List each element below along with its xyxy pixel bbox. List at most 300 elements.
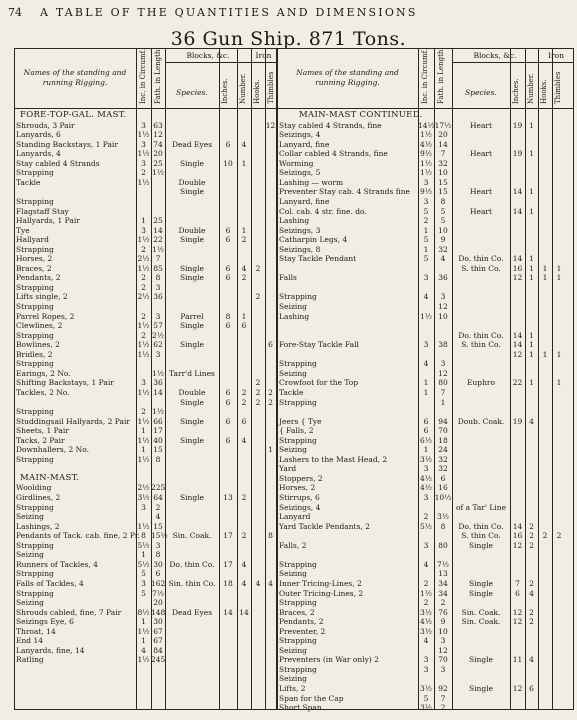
number-cell: 1 — [529, 120, 534, 130]
right-fath-header: Fath. in Length. — [437, 47, 445, 104]
circumference-cell: 1½ — [419, 130, 433, 140]
rigging-name: Seizing — [279, 445, 307, 455]
length-cell: 76 — [438, 607, 448, 617]
thimbles-cell: 2 — [268, 387, 273, 397]
length-cell: 80 — [438, 378, 448, 388]
length-cell: 3 — [440, 359, 446, 369]
circumference-cell: 2 — [141, 273, 146, 283]
thimbles-cell: 1 — [556, 273, 562, 283]
right-table-row — [0, 369, 577, 378]
species-cell: Sin. Coak. — [172, 531, 212, 541]
length-cell: 2 — [155, 502, 161, 512]
inches-cell: 18 — [223, 578, 233, 588]
right-table-row — [0, 694, 577, 703]
length-cell: 3 — [155, 540, 161, 550]
inches-cell: 14 — [223, 607, 233, 617]
length-cell: 20 — [153, 598, 163, 608]
thimbles-cell: 6 — [268, 340, 273, 350]
circumference-cell: 5 — [141, 569, 146, 579]
rigging-name: Strapping — [16, 407, 54, 417]
rigging-name: Seizing — [16, 550, 44, 560]
thimbles-cell: 1 — [556, 378, 562, 388]
rigging-name: Preventers (in War only) 2 — [279, 655, 379, 665]
length-cell: 1½ — [151, 244, 165, 254]
species-cell: Parrel — [180, 311, 204, 321]
number-cell: 1 — [529, 187, 534, 197]
rigging-name: Flagstaff Stay — [16, 206, 69, 216]
circumference-cell: 8½ — [137, 607, 150, 617]
circumference-cell: 2 — [141, 282, 146, 292]
rigging-name: Seizing — [279, 645, 307, 655]
right-table-row — [0, 254, 577, 263]
left-number-header: Number. — [239, 73, 247, 104]
thimbles-cell: 2 — [556, 531, 562, 541]
circumference-cell: 4½ — [419, 473, 433, 483]
inches-cell: 16 — [512, 263, 523, 273]
running-header — [0, 6, 577, 20]
right-table-row — [0, 130, 577, 139]
inches-cell: 6 — [225, 435, 231, 445]
section-heading: MAIN-MAST. — [20, 472, 80, 483]
length-cell: 14 — [153, 225, 163, 235]
length-cell: 5 — [440, 216, 446, 226]
length-cell: 17 — [153, 426, 163, 436]
circumference-cell: 1 — [141, 445, 146, 455]
length-cell: 14 — [153, 387, 163, 397]
left-species-header: Species. — [176, 88, 208, 97]
inches-cell: 6 — [225, 273, 231, 283]
rigging-name: Stay cabled 4 Strands, fine — [279, 120, 382, 130]
rigging-name: Shrouds, 3 Pair — [16, 120, 75, 130]
inches-cell: 8 — [225, 311, 231, 321]
rigging-name: Strapping — [16, 569, 54, 579]
rigging-name: Collar cabled 4 Strands, fine — [279, 149, 388, 159]
circumference-cell: 5 — [423, 254, 429, 264]
rigging-name: Seizings, 3 — [279, 225, 321, 235]
circumference-cell: 3 — [141, 225, 146, 235]
rigging-name: { Falls, 2 — [279, 426, 314, 436]
right-table-row — [0, 464, 577, 473]
species-cell: Single — [468, 655, 493, 665]
species-cell: Single — [179, 340, 204, 350]
circumference-cell: 1 — [423, 225, 429, 235]
rigging-name: Strapping — [16, 196, 54, 206]
rigging-name: Crowfoot for the Top — [279, 378, 359, 388]
number-cell: 4 — [529, 655, 534, 665]
rigging-name: Falls — [279, 273, 297, 283]
number-cell: 4 — [241, 263, 247, 273]
circumference-cell: 2 — [423, 216, 429, 226]
number-cell: 4 — [241, 139, 247, 149]
length-cell: 3 — [155, 311, 161, 321]
right-table-row — [0, 207, 577, 216]
right-table-row — [0, 503, 577, 512]
right-hooks-header: Hooks. — [540, 79, 548, 104]
rigging-name: Yard — [279, 464, 297, 474]
rigging-name: Lanyard, fine — [279, 196, 330, 206]
number-cell: 4 — [241, 578, 247, 588]
number-cell: 1 — [529, 149, 534, 159]
length-cell: 10 — [438, 225, 448, 235]
hooks-cell: 2 — [542, 531, 548, 541]
species-cell: Single — [179, 397, 204, 407]
right-table-row — [0, 589, 577, 598]
rigging-name: Strapping — [16, 454, 54, 464]
length-cell: 2 — [440, 703, 446, 713]
right-table-row — [0, 378, 577, 387]
length-cell: 15½ — [151, 531, 168, 541]
circumference-cell: 3 — [423, 340, 429, 350]
right-table-row — [0, 512, 577, 521]
thimbles-cell: 1 — [556, 349, 562, 359]
rigging-name: Strapping — [279, 435, 317, 445]
inches-cell: 17 — [223, 559, 233, 569]
circumference-cell: 1½ — [137, 655, 150, 665]
circumference-cell: 1 — [423, 387, 429, 397]
rigging-name: Strapping — [279, 664, 317, 674]
length-cell: 4 — [155, 512, 161, 522]
left-names-header: Names of the standing and running Rigging. — [23, 68, 127, 87]
rigging-name: Col. cab. 4 str. fine. do. — [279, 206, 367, 216]
species-cell: Do. thin Co. — [458, 330, 504, 340]
rigging-name: Tackle — [16, 177, 41, 187]
rigging-name: Pendants, 2 — [279, 617, 324, 627]
circumference-cell: 3½ — [419, 684, 433, 693]
species-cell: Do. thin Co. — [458, 254, 504, 264]
right-thimbles-header: Thimbles — [554, 71, 562, 104]
length-cell: 8 — [155, 550, 161, 560]
right-table-row — [0, 226, 577, 235]
rigging-name: Ratling — [16, 655, 44, 665]
rigging-name: Falls of Tackles, 4 — [16, 578, 84, 588]
length-cell: 7½ — [151, 588, 165, 598]
inches-cell: 12 — [512, 540, 523, 550]
right-table-row — [0, 436, 577, 445]
number-cell: 2 — [241, 273, 247, 283]
number-cell: 4 — [529, 416, 534, 426]
right-inches-header: Inches. — [512, 78, 520, 104]
circumference-cell: 14½ — [418, 120, 435, 130]
circumference-cell: 3 — [141, 139, 146, 149]
left-circ-header: Inc. in Circumf. — [139, 48, 147, 104]
length-cell: 18 — [438, 435, 448, 445]
length-cell: 7 — [440, 387, 446, 397]
right-circ-header: Inc. in Circumf. — [421, 48, 429, 104]
right-table-row — [0, 684, 577, 693]
right-table-row — [0, 522, 577, 531]
circumference-cell: 2 — [141, 407, 146, 417]
rigging-name: Catharpin Legs, 4 — [279, 235, 348, 245]
inches-cell: 6 — [225, 397, 231, 407]
length-cell: 17½ — [434, 120, 452, 130]
inches-cell: 14 — [512, 187, 523, 197]
thimbles-cell: 4 — [268, 578, 273, 588]
inches-cell: 12 — [512, 684, 523, 693]
thimbles-cell: 1 — [556, 263, 562, 273]
length-cell: 225 — [151, 483, 166, 493]
right-table-row — [0, 235, 577, 244]
circumference-cell: 9½ — [419, 149, 433, 159]
inches-cell: 14 — [512, 206, 523, 216]
species-cell: Single — [179, 158, 204, 168]
number-cell: 2 — [529, 521, 534, 531]
circumference-cell: 1½ — [137, 521, 150, 531]
right-table-row — [0, 531, 577, 540]
header-rule — [452, 62, 538, 63]
number-cell: 1 — [529, 349, 534, 359]
inches-cell: 6 — [225, 416, 231, 426]
left-blocks-header: Blocks, &c. — [186, 51, 230, 60]
number-cell: 6 — [241, 321, 247, 331]
circumference-cell: 3½ — [419, 626, 433, 636]
length-cell: 3 — [440, 636, 446, 646]
number-cell: 1 — [529, 206, 534, 216]
rigging-name: Strapping — [279, 397, 317, 407]
circumference-cell: 1½ — [419, 311, 433, 321]
species-cell: Heart — [469, 206, 493, 216]
right-table-row — [0, 407, 577, 416]
rigging-name: Braces, 2 — [279, 607, 315, 617]
rigging-name: Strapping — [16, 359, 54, 369]
length-cell: 94 — [438, 416, 448, 426]
length-cell: 3½ — [436, 512, 450, 522]
circumference-cell: 1 — [423, 378, 429, 388]
circumference-cell: 1½ — [419, 588, 433, 598]
length-cell: 32 — [438, 454, 448, 464]
circumference-cell: 2 — [423, 578, 429, 588]
right-table-row — [0, 483, 577, 492]
circumference-cell: 1 — [141, 636, 146, 646]
species-cell: Single — [179, 321, 204, 331]
rigging-name: Lanyards, fine, 14 — [16, 645, 85, 655]
circumference-cell: 3 — [423, 196, 429, 206]
length-cell: 64 — [153, 493, 163, 502]
length-cell: 2½ — [151, 330, 165, 340]
circumference-cell: 3 — [141, 502, 146, 512]
right-table-row — [0, 445, 577, 454]
rigging-name: Fore-Stay Tackle Fall — [279, 340, 359, 350]
rigging-name: Shrouds cabled, fine, 7 Pair — [16, 607, 122, 617]
rigging-name: Seizings, 8 — [279, 244, 321, 254]
species-cell: S. thin Co. — [461, 263, 501, 273]
length-cell: 4 — [440, 254, 446, 264]
length-cell: 12 — [153, 130, 163, 140]
circumference-cell: 1½ — [137, 626, 150, 636]
length-cell: 36 — [153, 292, 163, 302]
length-cell: 36 — [438, 273, 448, 283]
rigging-name: Seizing — [279, 368, 307, 378]
number-cell: 2 — [529, 540, 534, 550]
length-cell: 40 — [153, 435, 163, 445]
right-table-row — [0, 121, 577, 130]
species-cell: Single — [179, 263, 204, 273]
rigging-name: Strapping — [16, 168, 54, 178]
rigging-name: Strapping — [16, 244, 54, 254]
rigging-name: Braces, 2 — [16, 263, 52, 273]
inches-cell: 14 — [512, 340, 523, 350]
rigging-name: Seizings, 5 — [279, 168, 321, 178]
length-cell: 67 — [153, 636, 163, 646]
circumference-cell: 4½ — [419, 483, 433, 493]
number-cell: 6 — [241, 416, 247, 426]
rigging-name: Parrel Ropes, 2 — [16, 311, 75, 321]
species-cell: Do. thin Co. — [458, 521, 504, 531]
circumference-cell: 3 — [423, 464, 429, 474]
header-rule — [165, 62, 251, 63]
right-table-row — [0, 216, 577, 225]
length-cell: 8 — [440, 196, 446, 206]
inches-cell: 6 — [225, 225, 231, 235]
right-table-row — [0, 617, 577, 626]
circumference-cell: 3 — [141, 158, 146, 168]
rigging-name: Seizings Eye, 6 — [16, 617, 74, 627]
circumference-cell: 2 — [423, 598, 429, 608]
length-cell: 20 — [438, 130, 448, 140]
circumference-cell: 6 — [423, 416, 429, 426]
rigging-name: Jeers { Tye — [279, 416, 322, 426]
hooks-cell: 2 — [255, 292, 261, 302]
length-cell: 3 — [440, 664, 446, 674]
right-table-row — [0, 569, 577, 578]
right-table-row — [0, 665, 577, 674]
number-cell: 2 — [529, 578, 534, 588]
species-cell: Sin. Coak. — [461, 617, 501, 627]
inches-cell: 6 — [225, 387, 231, 397]
left-hooks-header: Hooks. — [253, 79, 261, 104]
inches-cell: 6 — [515, 588, 520, 598]
right-table-row — [0, 646, 577, 655]
circumference-cell: 4 — [423, 636, 429, 646]
rigging-name: Strapping — [16, 282, 54, 292]
rigging-name: Stay Tackle Pendant — [279, 254, 357, 264]
rigging-name: Seizing — [279, 569, 307, 579]
rigging-name: Lifts, 2 — [279, 684, 306, 693]
length-cell: 32 — [438, 158, 448, 168]
rigging-name: Sheets, 1 Pair — [16, 426, 69, 436]
length-cell: 70 — [438, 655, 448, 665]
number-cell: 4 — [241, 435, 247, 445]
species-cell: of a Tar' Line — [455, 502, 507, 512]
rigging-name: Lashing — [279, 216, 310, 226]
length-cell: 34 — [438, 578, 448, 588]
circumference-cell: 6 — [423, 426, 429, 436]
rigging-name: Pendants, 2 — [16, 273, 61, 283]
length-cell: 1½ — [151, 168, 165, 178]
circumference-cell: 2 — [423, 512, 429, 522]
length-cell: 24 — [438, 445, 448, 455]
thimbles-cell: 8 — [268, 531, 273, 541]
circumference-cell: 1 — [423, 244, 429, 254]
right-table-row — [0, 159, 577, 168]
length-cell: 9 — [440, 617, 446, 627]
rigging-name: Runners of Tackles, 4 — [16, 559, 98, 569]
species-cell: Single — [179, 187, 204, 197]
right-table-row — [0, 627, 577, 636]
inches-cell: 6 — [225, 139, 231, 149]
rigging-name: Stirrups, 6 — [279, 493, 320, 502]
circumference-cell: 5 — [423, 206, 429, 216]
inches-cell: 16 — [512, 531, 523, 541]
rigging-name: Seizing — [279, 302, 307, 311]
length-cell: 14 — [438, 139, 448, 149]
right-table-row — [0, 579, 577, 588]
length-cell: 7 — [155, 254, 161, 264]
length-cell: 84 — [153, 645, 163, 655]
rigging-name: Hallyards, 1 Pair — [16, 216, 80, 226]
species-cell: Dead Eyes — [171, 139, 213, 149]
inches-cell: 12 — [512, 349, 523, 359]
length-cell: 10 — [438, 626, 448, 636]
inches-cell: 13 — [223, 493, 233, 502]
right-table-row — [0, 598, 577, 607]
species-cell: Sin. thin Co. — [168, 578, 216, 588]
right-table-row — [0, 140, 577, 149]
length-cell: 8 — [155, 454, 161, 464]
circumference-cell: 1 — [141, 617, 146, 627]
circumference-cell: 3 — [141, 378, 146, 388]
right-table-row — [0, 187, 577, 196]
right-table-row — [0, 273, 577, 282]
circumference-cell: 9½ — [419, 187, 433, 197]
length-cell: 10 — [438, 168, 448, 178]
number-cell: 1 — [529, 254, 534, 264]
right-table-row — [0, 636, 577, 645]
rigging-name: Shifting Backstays, 1 Pair — [16, 378, 114, 388]
right-table-row — [0, 550, 577, 559]
number-cell: 2 — [241, 493, 247, 502]
rigging-name: Horses, 2 — [279, 483, 316, 493]
length-cell: 36 — [153, 378, 163, 388]
rigging-name: Lashing — [279, 311, 310, 321]
circumference-cell: 4 — [423, 292, 429, 302]
right-table-row — [0, 359, 577, 368]
rigging-name: Seizing — [16, 598, 44, 608]
length-cell: 74 — [153, 139, 163, 149]
circumference-cell: 1 — [141, 426, 146, 436]
rigging-name: Span for the Cap — [279, 693, 344, 703]
species-cell: Sin. Coak. — [461, 607, 501, 617]
rigging-name: Stoppers, 2 — [279, 473, 323, 483]
circumference-cell: 3 — [423, 655, 429, 665]
rigging-name: Woolding — [16, 483, 52, 493]
inches-cell: 10 — [223, 158, 233, 168]
species-cell: Single — [468, 578, 493, 588]
rigging-name: Lifts single, 2 — [16, 292, 68, 302]
number-cell: 1 — [529, 330, 534, 340]
circumference-cell: 3½ — [419, 607, 433, 617]
number-cell: 2 — [241, 531, 247, 541]
rigging-name: Seizing — [279, 674, 307, 684]
rigging-name: Girdlines, 2 — [16, 493, 61, 502]
circumference-cell: 6½ — [419, 435, 433, 445]
number-cell: 2 — [529, 531, 534, 541]
hooks-cell: 2 — [255, 397, 261, 407]
circumference-cell: 3½ — [419, 454, 433, 464]
right-iron-header: Iron — [548, 51, 564, 60]
rigging-name: Lashing — worm — [279, 177, 344, 187]
species-cell: Double — [178, 177, 206, 187]
circumference-cell: 1½ — [137, 130, 150, 140]
number-cell: 1 — [529, 340, 534, 350]
right-table-row — [0, 426, 577, 435]
right-table-row — [0, 350, 577, 359]
species-cell: Single — [179, 273, 204, 283]
length-cell: 32 — [438, 464, 448, 474]
species-cell: Single — [468, 588, 493, 598]
rigging-name: Strapping — [16, 540, 54, 550]
length-cell: 92 — [438, 684, 448, 693]
right-table-row — [0, 493, 577, 502]
